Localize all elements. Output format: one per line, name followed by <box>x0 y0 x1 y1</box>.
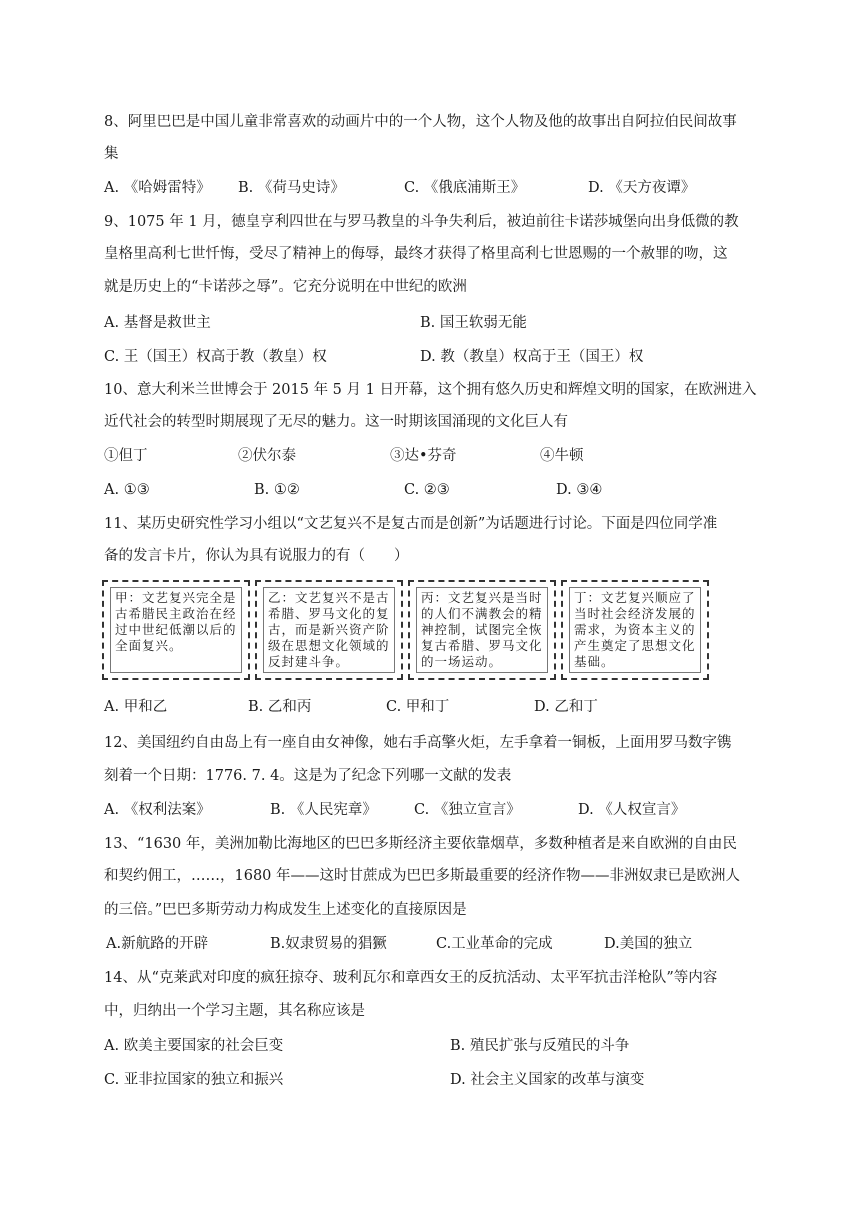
q10-option-b: B. ①② <box>254 482 300 498</box>
q13-stem-line-3: 的三倍。”巴巴多斯劳动力构成发生上述变化的直接原因是 <box>104 902 467 918</box>
q11-option-a: A. 甲和乙 <box>104 699 168 715</box>
q8-option-c: C. 《俄底浦斯王》 <box>404 180 526 196</box>
q14-option-b: B. 殖民扩张与反殖民的斗争 <box>450 1038 630 1054</box>
q11-card-jia-text: 甲：文艺复兴完全是古希腊民主政治在经过中世纪低潮以后的全面复兴。 <box>110 587 242 673</box>
q13-stem-line-2: 和契约佣工，……，1680 年——这时甘蔗成为巴巴多斯最重要的经济作物——非洲奴隶已是欧洲人 <box>104 868 741 884</box>
q10-option-c: C. ②③ <box>404 482 450 498</box>
q11-card-ding-text: 丁：文艺复兴顺应了当时社会经济发展的需求，为资本主义的产生奠定了思想文化基础。 <box>569 587 701 673</box>
q13-stem-line-1: 13、“1630 年，美洲加勒比海地区的巴巴多斯经济主要依靠烟草，多数种植者是来自欧洲的自由民 <box>104 836 737 852</box>
q10-option-d: D. ③④ <box>556 482 603 498</box>
q12-option-c: C. 《独立宣言》 <box>414 802 521 818</box>
q8-option-b: B. 《荷马史诗》 <box>238 180 345 196</box>
q8-stem-line-2: 集 <box>104 146 119 162</box>
q10-stem-line-2: 近代社会的转型时期展现了无尽的魅力。这一时期该国涌现的文化巨人有 <box>104 414 568 430</box>
q10-item-4: ④牛顿 <box>540 448 584 464</box>
q11-card-jia <box>102 580 250 680</box>
q10-stem-line-1: 10、意大利米兰世博会于 2015 年 5 月 1 日开幕，这个拥有悠久历史和辉煌文明的国家，在欧洲进入 <box>104 382 757 398</box>
q10-option-a: A. ①③ <box>104 482 150 498</box>
q14-option-a: A. 欧美主要国家的社会巨变 <box>104 1038 284 1054</box>
q8-option-d: D. 《天方夜谭》 <box>588 180 696 196</box>
q9-option-d: D. 教（教皇）权高于王（国王）权 <box>420 349 644 365</box>
q12-stem-line-2: 刻着一个日期：1776. 7. 4。这是为了纪念下列哪一文献的发表 <box>104 768 512 784</box>
q9-stem-line-2: 皇格里高利七世忏悔，受尽了精神上的侮辱，最终才获得了格里高利七世恩赐的一个赦罪的吻，这 <box>104 246 728 262</box>
q9-option-a: A. 基督是救世主 <box>104 315 211 331</box>
q8-option-a: A. 《哈姆雷特》 <box>104 180 211 196</box>
q11-card-yi-text: 乙：文艺复兴不是古希腊、罗马文化的复古，而是新兴资产阶级在思想文化领域的反封建斗争。 <box>263 587 395 673</box>
q12-option-d: D. 《人权宣言》 <box>578 802 686 818</box>
q9-option-b: B. 国王软弱无能 <box>420 315 527 331</box>
q13-option-c: C.工业革命的完成 <box>436 936 553 952</box>
q10-item-1: ①但丁 <box>104 448 148 464</box>
q12-option-a: A. 《权利法案》 <box>104 802 211 818</box>
q8-stem-line-1: 8、阿里巴巴是中国儿童非常喜欢的动画片中的一个人物，这个人物及他的故事出自阿拉伯民间故事 <box>104 114 737 130</box>
q11-stem-line-2: 备的发言卡片，你认为具有说服力的有（ ） <box>104 548 409 564</box>
q12-stem-line-1: 12、美国纽约自由岛上有一座自由女神像，她右手高擎火炬，左手拿着一铜板，上面用罗马数字镌 <box>104 735 732 751</box>
q11-card-ding <box>561 580 709 680</box>
q9-stem-line-1: 9、1075 年 1 月，德皇亨利四世在与罗马教皇的斗争失利后，被迫前往卡诺莎城堡向出身低微的教 <box>104 214 739 230</box>
q10-item-3: ③达•芬奇 <box>390 448 457 464</box>
q11-stem-line-1: 11、某历史研究性学习小组以“文艺复兴不是复古而是创新”为话题进行讨论。下面是四位同学准 <box>104 516 718 532</box>
q11-card-bing-text: 丙：文艺复兴是当时的人们不满教会的精神控制，试图完全恢复古希腊、罗马文化的一场运动。 <box>416 587 548 673</box>
q11-option-c: C. 甲和丁 <box>386 699 450 715</box>
q9-option-c: C. 王（国王）权高于教（教皇）权 <box>104 349 327 365</box>
q11-option-d: D. 乙和丁 <box>534 699 598 715</box>
q11-card-bing <box>408 580 556 680</box>
q11-speech-cards <box>102 580 761 686</box>
q14-stem-line-2: 中，归纳出一个学习主题，其名称应该是 <box>104 1003 365 1019</box>
q14-option-c: C. 亚非拉国家的独立和振兴 <box>104 1072 284 1088</box>
q11-option-b: B. 乙和丙 <box>248 699 312 715</box>
q14-option-d: D. 社会主义国家的改革与演变 <box>450 1072 645 1088</box>
q10-item-2: ②伏尔泰 <box>238 448 296 464</box>
q13-option-b: B.奴隶贸易的猖獗 <box>270 936 387 952</box>
q9-stem-line-3: 就是历史上的“卡诺莎之辱”。它充分说明在中世纪的欧洲 <box>104 279 467 295</box>
q13-option-d: D.美国的独立 <box>604 936 693 952</box>
q12-option-b: B. 《人民宪章》 <box>270 802 377 818</box>
q14-stem-line-1: 14、从“克莱武对印度的疯狂掠夺、玻利瓦尔和章西女王的反抗活动、太平军抗击洋枪队”等内容 <box>104 970 718 986</box>
q11-card-yi <box>255 580 403 680</box>
q13-option-a: A.新航路的开辟 <box>106 936 209 952</box>
